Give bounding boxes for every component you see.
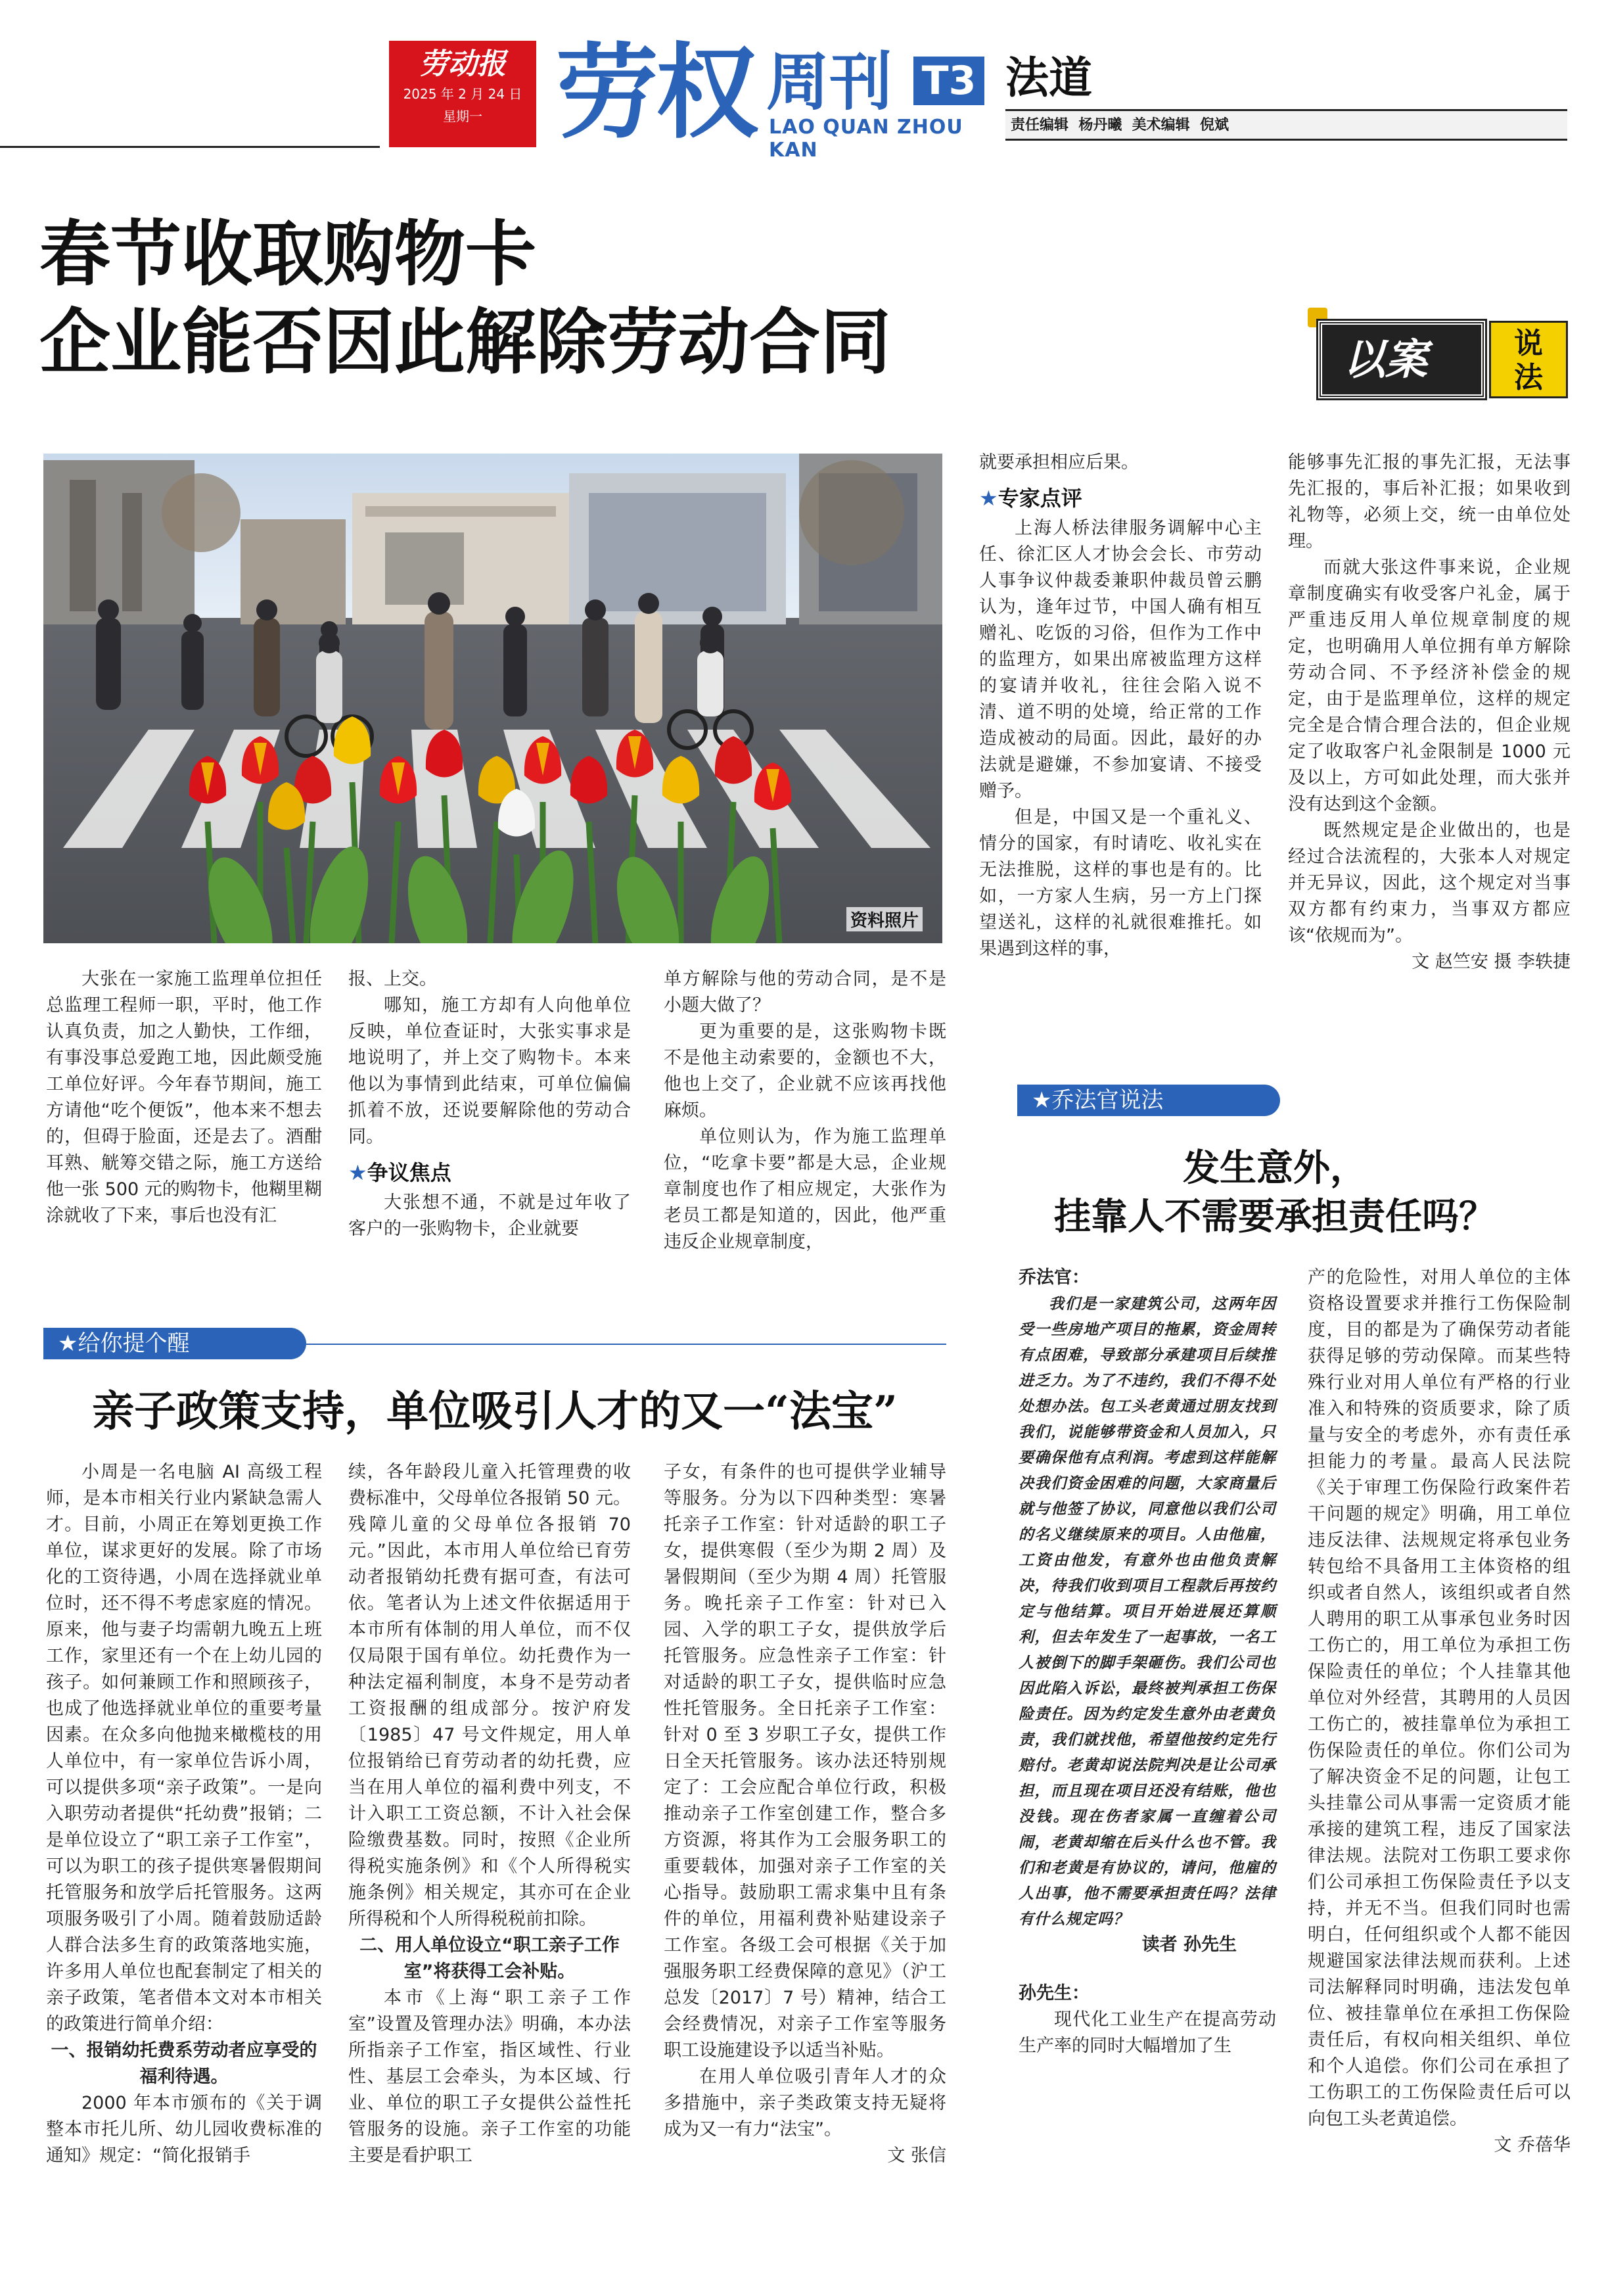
judge-col-1 [1019, 1265, 1276, 2059]
main-col-4 [979, 450, 1262, 962]
main-para-2b: 哪知，施工方却有人向他单位反映，单位查证时，大张实事求是地说明了，并上交了购物卡。本来他以为事情到此结束，可单位偏偏抓着不放，还说要解除他的劳动合同。 [348, 995, 631, 1147]
judge-headline [979, 1144, 1571, 1241]
judge-salute [1019, 1265, 1276, 1291]
main-para-5c: 既然规定是企业做出的，也是经过合法流程的，大张本人对规定并无异议，因此，这个规定对当事双方都有约束力，当事双方都应该“依规而为”。 [1288, 820, 1571, 946]
judge-tag: ★乔法官说法 [1017, 1085, 1280, 1116]
section-name: 法道 [1005, 52, 1092, 103]
badge-left-block [1318, 321, 1485, 398]
reminder-para-3b: 在用人单位吸引青年人才的众多措施中，亲子类政策支持无疑将成为又一有力“法宝”。 [664, 2067, 946, 2140]
badge-right-text-2: 法 [1514, 361, 1543, 394]
main-para-2c: 大张想不通，不就是过年收了客户的一张购物卡，企业就要 [348, 1192, 631, 1239]
reminder-sub-2: 二、用人单位设立“职工亲子工作室”将获得工会补贴。 [359, 1935, 620, 1982]
reader-letter: 我们是一家建筑公司，这两年因受一些房地产项目的拖累，资金周转有点困难，导致部分承建项目后续推进乏力。为了不违约，我们不得不处处想办法。包工头老黄通过朋友找到我们，说能够带资金和人员加入，只要确保他有点利润。考虑到这样能解决我们资金困难的问题，大家商量后就与他签了协议，同意他以我们公司的名义继续原来的项目。人由他雇，工资由他发，有意外也由他负责解决，待我们收到项目工程款后再按约定与他结算。项目开始进展还算顺利，但去年发生了一起事故，一名工人被倒下的脚手架砸伤。我们公司也因此陷入诉讼，最终被判承担工伤保险责任。因为约定发生意外由老黄负责，我们就找他，希望他按约定先行赔付。老黄却说法院判决是让公司承担，而且现在项目还没有结账，他也没钱。现在伤者家属一直缠着公司闹，老黄却缩在后头什么也不管。我们和老黄是有协议的，请问，他雇的人出事，他不需要承担责任吗？法律有什么规定吗？ [1019, 1295, 1276, 1928]
main-para-2a: 报、上交。 [348, 969, 437, 989]
editors-credit: 责任编辑 杨丹曦 美术编辑 倪斌 [1011, 117, 1229, 133]
reminder-headline: 亲子政策支持，单位吸引人才的又一“法宝” [92, 1387, 898, 1436]
main-para-5b: 而就大张这件事来说，企业规章制度确实有收受客户礼金，属于严重违反用人单位规章制度的规定，也明确用人单位拥有单方解除劳动合同、不予经济补偿金的规定，由于是监理单位，这样的规定完全是合情合理合法的，但企业规定了收取客户礼金限制是 1000 元及以上，方可如此处理，而大张并没有达到这个金额。 [1288, 557, 1571, 814]
supplement-pinyin: LAO QUAN ZHOU KAN [769, 116, 963, 162]
reminder-byline: 文 张信 [887, 2145, 946, 2166]
judge-byline: 文 乔蓓华 [1494, 2135, 1571, 2155]
expert-heading [979, 485, 1262, 511]
page-code: T3 [913, 57, 984, 105]
reminder-para-3a: 子女，有条件的也可提供学业辅导等服务。分为以下四种类型：寒暑托亲子工作室：针对适龄的职工子女，提供寒假（至少为期 2 周）及暑假期间（至少为期 4 周）托管服务。晚托亲子工作室：针对已入园、入学的职工子女，提供放学后托管服务。应急性亲子工作室：针对适龄的职工子女，提供临时应急性托管服务。全日托亲子工作室：针对 0 至 3 岁职工子女，提供工作日全天托管服务。该办法还特别规定了：工会应配合单位行政，积极推动亲子工作室创建工作，整合多方资源，将其作为工会服务职工的重要载体，加强对亲子工作室的关心指导。鼓励职工需求集中且有条件的单位，用福利费补贴建设亲子工作室。各级工会可根据《关于加强服务职工经费保障的意见》（沪工总发〔2017〕7 号）精神，结合工会经费情况，对亲子工作室等服务职工设施建设予以适当补贴。 [664, 1462, 946, 2061]
reminder-para-2a: 续，各年龄段儿童入托管理费的收费标准中，父母单位各报销 50 元。残障儿童的父母单位各报销 70 元。”因此，本市用人单位给已育劳动者报销幼托费有据可查，有法可依。笔者认为上述文件依据适用于本市所有体制的用人单位，而不仅仅局限于国有单位。幼托费作为一种法定福利制度，本身不是劳动者工资报酬的组成部分。按沪府发〔1985〕47 号文件规定，用人单位报销给已育劳动者的幼托费，应当在用人单位的福利费中列支，不计入职工工资总额，不计入社会保险缴费基数。同时，按照《企业所得税实施条例》和《个人所得税实施条例》相关规定，其亦可在企业所得税和个人所得税税前扣除。 [348, 1462, 631, 1929]
case-law-badge [1308, 308, 1571, 400]
main-para-4a: 就要承担相应后果。 [979, 452, 1139, 473]
badge-right-block [1489, 321, 1568, 398]
reply-para-a: 现代化工业生产在提高劳动生产率的同时大幅增加了生 [1019, 2009, 1276, 2056]
main-headline [39, 210, 1222, 387]
reminder-col-1 [46, 1459, 322, 2169]
issue-weekday: 星期一 [443, 108, 482, 124]
main-col-5 [1288, 450, 1571, 975]
main-para-1: 大张在一家施工监理单位担任总监理工程师一职，平时，他工作认真负责，加之人勤快，工作细，有事没事总爱跑工地，因此颇受施工单位好评。今年春节期间，施工方请他“吃个便饭”，他本来不想去的，但碍于脸面，还是去了。酒酣耳熟、觥筹交错之际，施工方送给他一张 500 元的购物卡，他糊里糊涂就收了下来，事后也没有汇 [46, 969, 322, 1226]
star-icon: ★ [348, 1160, 367, 1185]
judge-headline-line1: 发生意外， [1183, 1146, 1367, 1190]
dispute-heading [348, 1160, 631, 1186]
main-headline-line1: 春节收取购物卡 [39, 213, 537, 296]
badge-right-text-1: 说 [1514, 327, 1543, 360]
reminder-tag-rule [306, 1344, 946, 1345]
reminder-para-1a: 小周是一名电脑 AI 高级工程师，是本市相关行业内紧缺急需人才。目前，小周正在筹划更换工作单位，谋求更好的发展。除了市场化的工资待遇，小周在选择就业单位时，还不得不考虑家庭的情况。原来，他与妻子均需朝九晚五上班工作，家里还有一个在上幼儿园的孩子。如何兼顾工作和照顾孩子，也成了他选择就业单位的重要考量因素。在众多向他抛来橄榄枝的用人单位中，有一家单位告诉小周，可以提供多项“亲子政策”。一是向入职劳动者提供“托幼费”报销；二是单位设立了“职工亲子工作室”，可以为职工的孩子提供寒暑假期间托管服务和放学后托管服务。这两项服务吸引了小周。随着鼓励适龄人群合法多生育的政策落地实施，许多用人单位也配套制定了相关的亲子政策，笔者借本文对本市相关的政策进行简单介绍： [46, 1462, 322, 2034]
street-tulip-photo [43, 454, 942, 943]
paper-logo: 劳动报 [419, 47, 506, 81]
reader-signature: 读者 孙先生 [1141, 1934, 1237, 1955]
reply-salute: 孙先生： [1019, 1983, 1090, 2003]
reply-para-b: 产的危险性，对用人单位的主体资格设置要求并推行工伤保险制度，目的都是为了确保劳动者能获得足够的劳动保障。而某些特殊行业对用人单位有严格的行业准入和特殊的资质要求，除了质量与安全的考虑外，亦有责任承担能力的考量。最高人民法院《关于审理工伤保险行政案件若干问题的规定》明确，用工单位违反法律、法规规定将承包业务转包给不具备用工主体资格的组织或者自然人，该组织或者自然人聘用的职工从事承包业务时因工伤亡的，用工单位为承担工伤保险责任的单位；个人挂靠其他单位对外经营，其聘用的人员因工伤亡的，被挂靠单位为承担工伤保险责任的单位。你们公司为了解决资金不足的问题，让包工头挂靠公司从事需一定资质才能承接的建筑工程，违反了国家法律法规。法院对工伤职工要求你们公司承担工伤保险责任予以支持，并无不当。但我们同时也需明白，任何组织或个人都不能因规避国家法律法规而获利。上述司法解释同时明确，违法发包单位、被挂靠单位在承担工伤保险责任后，有权向相关组织、单位和个人追偿。你们公司在承担了工伤职工的工伤保险责任后可以向包工头老黄追偿。 [1308, 1267, 1571, 2129]
expert-heading-text: 专家点评 [998, 486, 1082, 511]
main-para-3b: 更为重要的是，这张购物卡既不是他主动索要的，金额也不大，他也上交了，企业就不应该再找他麻烦。 [664, 1021, 946, 1121]
main-para-3c: 单位则认为，作为施工监理单位，“吃拿卡要”都是大忌，企业规章制度也作了相应规定，大张作为老员工都是知道的，因此，他严重违反企业规章制度， [664, 1127, 946, 1252]
judge-headline-line2: 挂靠人不需要承担责任吗？ [1054, 1195, 1496, 1238]
main-para-5a: 能够事先汇报的事先汇报，无法事先汇报的，事后补汇报；如果收到礼物等，必须上交，统一由单位处理。 [1288, 452, 1571, 551]
main-headline-line2: 企业能否因此解除劳动合同 [39, 301, 892, 384]
reminder-col-3 [664, 1459, 946, 2169]
main-col-2 [348, 966, 631, 1242]
main-col-1 [46, 966, 322, 1229]
masthead [0, 0, 1608, 162]
supplement-title [556, 33, 756, 152]
badge-left-text: 以案 [1343, 335, 1427, 385]
paper-logo-box [389, 41, 536, 147]
photo-caption: 资料照片 [846, 907, 923, 931]
news-photo [43, 454, 942, 943]
main-para-4c: 但是，中国又是一个重礼义、情分的国家，有时请吃、收礼实在无法推脱，这样的事也是有的。比如，一方家人生病，另一方上门探望送礼，这样的礼就很难推托。如果遇到这样的事， [979, 807, 1262, 959]
issue-date: 2025 年 2 月 24 日 [403, 86, 522, 102]
judge-salute-text: 乔法官： [1019, 1267, 1090, 1288]
star-icon: ★ [979, 486, 998, 511]
reminder-sub-1: 一、报销幼托费系劳动者应享受的福利待遇。 [51, 2040, 317, 2087]
editors-bar [1005, 109, 1567, 141]
reminder-tag: ★给你提个醒 [43, 1328, 306, 1359]
supplement-title-weekly: 周刊 [766, 45, 892, 119]
main-para-3a: 单方解除与他的劳动合同，是不是小题大做了？ [664, 969, 946, 1016]
reminder-col-2 [348, 1459, 631, 2169]
reminder-para-1b: 2000 年本市颁布的《关于调整本市托儿所、幼儿园收费标准的通知》规定：“简化报销手 [46, 2093, 322, 2166]
reminder-para-2b: 本市《上海“职工亲子工作室”设置及管理办法》明确，本办法所指亲子工作室，指区域性、行业性、基层工会牵头，为本区域、行业、单位的职工子女提供公益性托管服务的设施。亲子工作室的功能主要是看护职工 [348, 1988, 631, 2166]
header-rule [0, 146, 380, 148]
judge-col-2 [1308, 1265, 1571, 2159]
main-col-3 [664, 966, 946, 1255]
dispute-heading-text: 争议焦点 [367, 1160, 451, 1185]
supplement-title-main: 劳权 [556, 33, 756, 152]
main-para-4b: 上海人桥法律服务调解中心主任、徐汇区人才协会会长、市劳动人事争议仲裁委兼职仲裁员曾云鹏认为，逢年过节，中国人确有相互赠礼、吃饭的习俗，但作为工作中的监理方，如果出席被监理方这样的宴请并收礼，往往会陷入说不清、道不明的处境，给正常的工作造成被动的局面。因此，最好的办法就是避嫌，不参加宴请、不接受赠予。 [979, 518, 1262, 801]
main-byline: 文 赵竺安 摄 李轶捷 [1412, 952, 1571, 972]
